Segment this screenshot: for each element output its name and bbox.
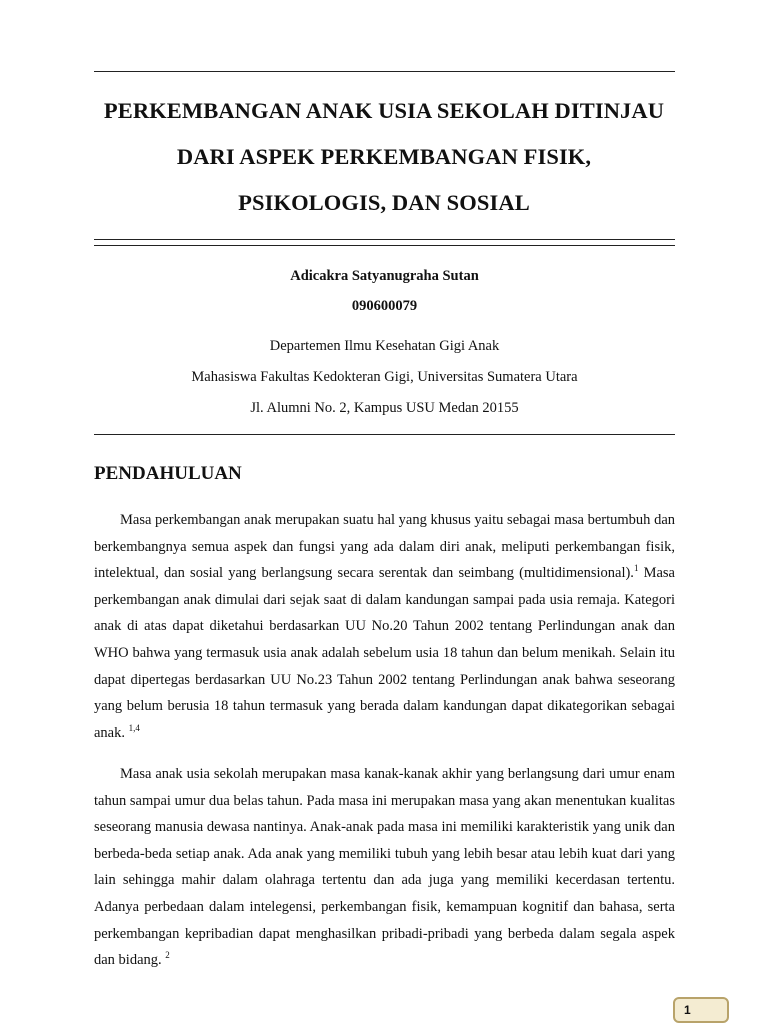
- paper-title: [80, 88, 688, 226]
- title-double-rule-top: [94, 239, 675, 240]
- citation-2: 2: [165, 950, 170, 961]
- affiliation-address: Jl. Alumni No. 2, Kampus USU Medan 20155: [250, 400, 519, 416]
- author-name: Adicakra Satyanugraha Sutan: [290, 268, 479, 284]
- page-number: 1: [684, 1003, 691, 1017]
- affiliation-department: Departemen Ilmu Kesehatan Gigi Anak: [269, 338, 500, 354]
- citation-1: 1: [633, 563, 639, 574]
- author-bottom-rule: [94, 434, 675, 435]
- section-heading: PENDAHULUAN: [94, 463, 242, 484]
- title-line-2: DARI ASPEK PERKEMBANGAN FISIK,: [176, 144, 592, 169]
- paragraph-1: [94, 507, 675, 746]
- affiliation-faculty: Mahasiswa Fakultas Kedokteran Gigi, Universitas Sumatera Utara: [191, 369, 578, 385]
- title-line-3: PSIKOLOGIS, DAN SOSIAL: [238, 190, 530, 215]
- citation-1-4: 1,4: [128, 722, 140, 733]
- paragraph-1-text-a: Masa perkembangan anak merupakan suatu hal yang khusus yaitu sebagai masa bertumbuh dan berkembangnya semua aspek dan fungsi yang ada dalam diri anak, meliputi perkembangan fisik, intelektual, dan sosial yang berlangsung secara serentak dan seimbang (multidimensional).: [94, 512, 675, 582]
- title-line-1: PERKEMBANGAN ANAK USIA SEKOLAH DITINJAU: [103, 98, 665, 123]
- paragraph-2: [94, 761, 675, 974]
- title-double-rule-bottom: [94, 245, 675, 246]
- paragraph-2-text: Masa anak usia sekolah merupakan masa kanak-kanak akhir yang berlangsung dari umur enam tahun sampai umur dua belas tahun. Pada masa ini merupakan masa yang akan menentukan kualitas seseorang manusia dewasa nantinya. Anak-anak pada masa ini memiliki karakteristik yang unik dan berbeda-beda setiap anak. Ada anak yang memiliki tubuh yang lebih besar atau lebih kuat dari yang lain sehingga mahir dalam olahraga tertentu dan ada juga yang memiliki kecerdasan tertentu. Adanya perbedaan dalam intelegensi, perkembangan fisik, kemampuan kognitif dan bahasa, serta perkembangan kepribadian dapat menghasilkan pribadi-pribadi yang berbeda dalam segala aspek dan bidang.: [94, 766, 675, 969]
- paragraph-1-text-b: Masa perkembangan anak dimulai dari sejak saat di dalam kandungan sampai pada usia remaja. Kategori anak di atas dapat diketahui berdasarkan UU No.20 Tahun 2002 tentang Perlindungan anak dan WHO bahwa yang termasuk usia anak adalah sebelum usia 18 tahun dan belum menikah. Selain itu dapat dipertegas berdasarkan UU No.23 Tahun 2002 tentang Perlindungan anak bahwa seseorang yang belum berusia 18 tahun termasuk yang berada dalam kandungan dapat dikategorikan sebagai anak.: [94, 565, 675, 741]
- student-id: 090600079: [351, 298, 418, 314]
- page-number-badge: [673, 997, 729, 1023]
- top-rule: [94, 71, 675, 72]
